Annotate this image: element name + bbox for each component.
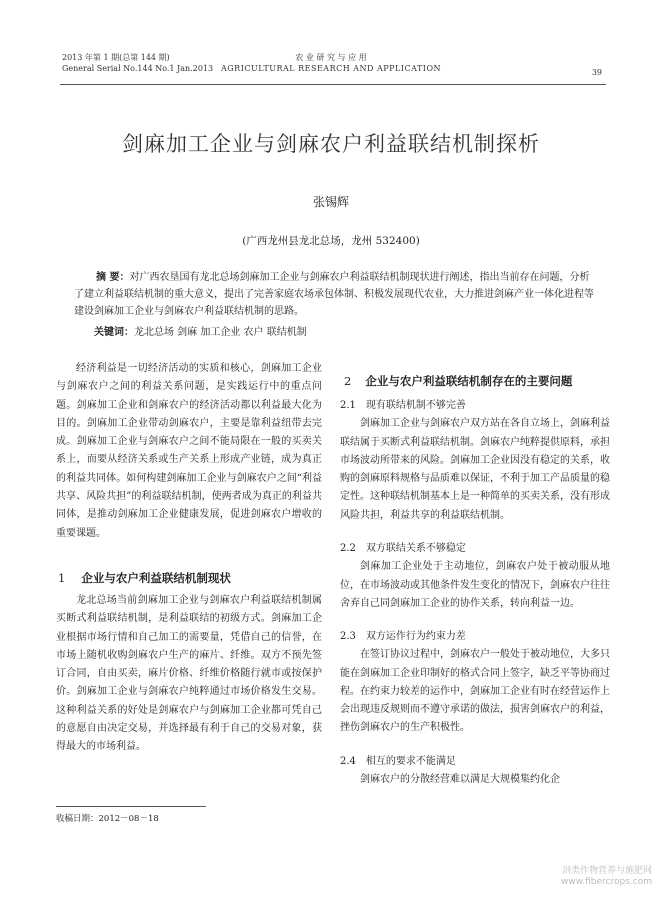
keywords-label: 关键词： [94,327,134,338]
intro-text: 经济利益是一切经济活动的实质和核心，剑麻加工企业与剑麻农户之间的利益关系问题，是实践运行中的重点问题。剑麻加工企业和剑麻农户的经济活动都以利益最大化为目的。剑麻加工企业带动剑麻农户，主要是靠利益纽带去完成。剑麻加工企业与剑麻农户之间不能局限在一般的买卖关系上，而要从经济关系或生产关系上形成产业链，成为真正的利益共同体。如何构建剑麻加工企业与剑麻农户之间“利益共享、风险共担”的利益联结机制，使两者成为真正的利益共同体，是推动剑麻加工企业健康发展，促进剑麻农户增收的重要课题。 [56,363,322,539]
abstract [74,269,594,320]
page-number: 39 [591,68,602,77]
watermark-cn: 剑类作物营养与施肥网 [561,866,652,876]
section-2-heading [344,373,572,389]
journal-en: AGRICULTURAL RESEARCH AND APPLICATION [221,64,441,73]
issue-cn: 2013 年第 1 期(总第 144 期) [62,53,170,62]
journal-name [0,52,662,74]
intro-paragraph [56,360,322,543]
subsection-2-3 [340,628,610,738]
subsection-heading: 2.4 相互的要求不能满足 [340,756,456,767]
watermark-url: www.fibercrops.com [561,877,652,887]
section-1-title: 企业与农户利益联结机制现状 [81,571,231,585]
watermark [561,866,652,888]
section-2-title: 企业与农户利益联结机制存在的主要问题 [365,374,573,388]
keywords-text: 龙北总场 剑麻 加工企业 农户 联结机制 [134,327,307,338]
article-author: 张锡辉 [312,195,349,209]
header-divider [60,84,606,85]
subsection-text: 剑麻农户的分散经营难以满足大规模集约化企 [360,774,560,786]
abstract-text: 对广西农垦国有龙北总场剑麻加工企业与剑麻农户利益联结机制现状进行阐述，指出当前存在问题，分析了建立利益联结机制的重大意义，提出了完善家庭农场承包体制、积极发展现代农业，大力推进剑麻产业一体化进程等建设剑麻加工企业与剑麻农户利益联结机制的思路。 [74,272,594,317]
subsection-2-1 [340,397,610,525]
subsection-text: 在签订协议过程中，剑麻农户一般处于被动地位，大多只能在剑麻加工企业印制好的格式合同上签字，缺乏平等协商过程。在约束力较差的运作中，剑麻加工企业有时在经营运作上会出现违反规则而不遵守承诺的做法，损害剑麻农户的利益，挫伤剑麻农户的生产积极性。 [340,649,610,734]
journal-cn: 农 业 研 究 与 应 用 [295,53,367,62]
keywords [94,323,574,338]
footnote-divider [56,806,206,807]
subsection-2-2 [340,540,610,613]
received-date: 收稿日期：2012－08－18 [56,814,159,824]
subsection-text: 剑麻加工企业与剑麻农户双方站在各自立场上，剑麻利益联结属于买断式利益联结机制。剑麻农户纯粹提供原料，承担市场波动所带来的风险。剑麻加工企业因没有稳定的关系，收购的剑麻原料规格与品质难以保证，不利于加工产品质量的稳定性。这种联结机制基本上是一种简单的买卖关系，没有形成风险共担，利益共享的利益联结机制。 [340,418,610,521]
section-2-number: 2 [344,374,352,388]
subsection-heading: 2.1 现有联结机制不够完善 [340,400,466,411]
subsection-text: 剑麻加工企业处于主动地位，剑麻农户处于被动服从地位，在市场波动或其他条件发生变化的情况下，剑麻农户往往舍弃自己同剑麻加工企业的协作关系，转向利益一边。 [340,561,610,609]
subsection-2-4 [340,753,610,790]
subsection-heading: 2.3 双方运作行为约束力差 [340,631,466,642]
section-1-text: 龙北总场当前剑麻加工企业与剑麻农户利益联结机制属买断式利益联结机制，是利益联结的初级方式。剑麻加工企业根据市场行情和自己加工的需要量，凭借自己的信誉，在市场上随机收购剑麻农户生产的麻片、纤维。双方不预先签订合同，自由买卖，麻片价格、纤维价格随行就市或按保护价。剑麻加工企业与剑麻农户纯粹通过市场价格发生交易。这种利益关系的好处是剑麻农户与剑麻加工企业都可凭自己的意愿自由决定交易，并选择最有利于自己的交易对象，获得最大的市场利益。 [56,595,322,753]
section-1-number: 1 [58,571,66,585]
abstract-label: 摘 要： [96,272,130,283]
section-1-heading [58,570,231,586]
issue-en: General Serial No.144 No.1 Jan.2013 [62,64,214,73]
article-title: 剑麻加工企业与剑麻农户利益联结机制探析 [122,132,540,156]
author-affiliation: (广西龙州县龙北总场，龙州 532400) [242,235,420,247]
section-1-body [56,592,322,757]
subsection-heading: 2.2 双方联结关系不够稳定 [340,543,466,554]
